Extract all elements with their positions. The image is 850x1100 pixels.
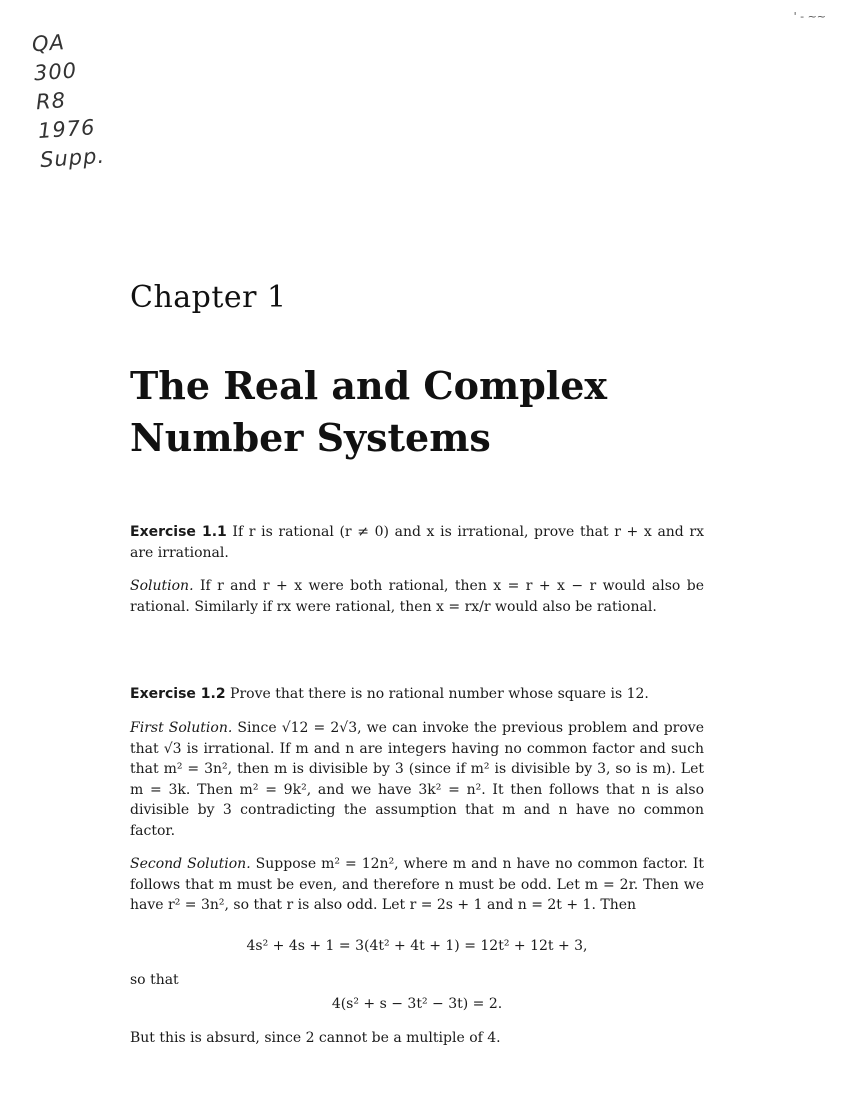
connecting-text: so that [130, 972, 179, 988]
call-number-line: 1976 [37, 115, 97, 144]
exercise-1-1 [130, 522, 704, 563]
call-number-line: R8 [35, 88, 67, 115]
exercise-heading: Exercise 1.2 [130, 686, 226, 702]
call-number-line: QA [31, 30, 66, 57]
solution-text: If r and r + x were both rational, then x = r + x − r would also be rational. Similarly if rx were rational, then x = rx/r would also be rational. [130, 578, 704, 615]
exercise-1-2 [130, 684, 704, 705]
display-equation: 4s² + 4s + 1 = 3(4t² + 4t + 1) = 12t² + 12t + 3, [246, 938, 588, 954]
call-number-line: 300 [33, 58, 78, 86]
chapter-title-line: Number Systems [130, 415, 491, 460]
exercise-heading: Exercise 1.1 [130, 524, 227, 540]
display-equation: 4(s² + s − 3t² − 3t) = 2. [331, 996, 503, 1012]
call-number-line: Supp. [39, 143, 106, 173]
exercise-text: Prove that there is no rational number whose square is 12. [230, 686, 649, 702]
solution-heading: Solution. [130, 578, 194, 594]
chapter-label: Chapter 1 [130, 280, 287, 315]
handwritten-call-number [31, 26, 106, 175]
chapter-title [130, 360, 750, 464]
solution-heading: Second Solution. [130, 856, 251, 872]
chapter-title-line: The Real and Complex [130, 363, 608, 408]
solution-text: Suppose m² = 12n², where m and n have no common factor. It follows that m must be even, and therefore n must be odd. Let m = 2r. Then we have r² = 3n², so that r is also odd. Let r = 2s + 1 and n = 2t + 1. Then [130, 856, 705, 913]
first-solution [130, 718, 704, 841]
solution-text: Since √12 = 2√3, we can invoke the previous problem and prove that √3 is irrational. If m and n are integers having no common factor and such that m² = 3n², then m is divisible by 3 (since if m² is divisible by 3, so is m). Let m = 3k. Then m² = 9k², and we have 3k² = n². It then follows that n is also divisible by 3 contradicting the assumption that m and n have no common factor. [130, 720, 704, 839]
second-solution [130, 854, 704, 916]
exercise-1-1-solution [130, 576, 704, 617]
conclusion-text: But this is absurd, since 2 cannot be a multiple of 4. [130, 1030, 501, 1046]
solution-heading: First Solution. [130, 720, 233, 736]
corner-marks: ' - ~~ [793, 10, 826, 23]
exercise-text: If r is rational (r ≠ 0) and x is irrational, prove that r + x and rx are irrational. [130, 524, 704, 561]
